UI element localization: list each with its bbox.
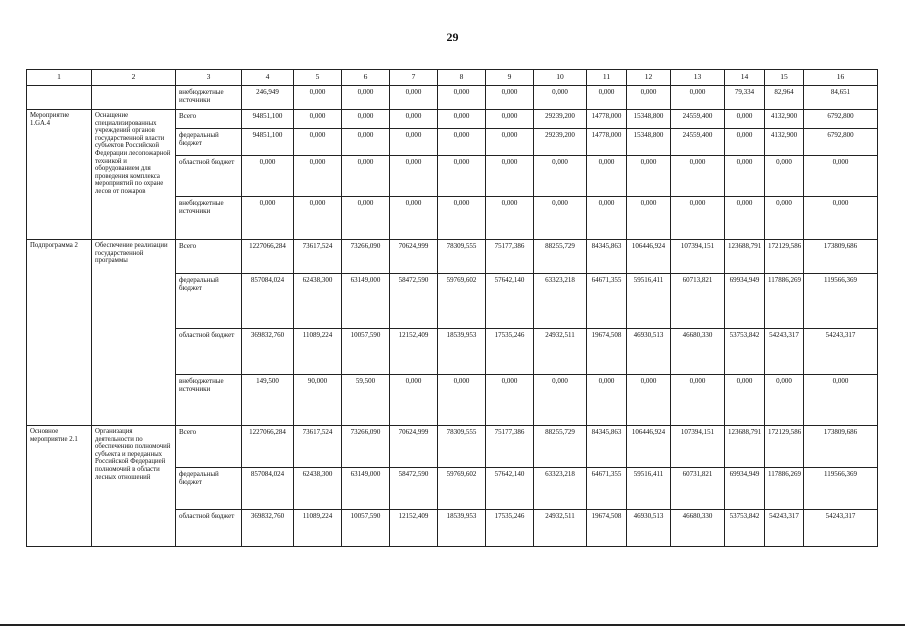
- value-cell: 94851,100: [242, 110, 294, 129]
- value-cell: 29239,200: [534, 129, 587, 156]
- value-cell: 106446,924: [627, 240, 671, 274]
- value-cell: 0,000: [534, 197, 587, 240]
- value-cell: 0,000: [587, 156, 627, 197]
- value-cell: 0,000: [804, 197, 878, 240]
- value-cell: 857084,024: [242, 274, 294, 329]
- value-cell: 0,000: [390, 375, 438, 426]
- value-cell: 10057,590: [342, 510, 390, 547]
- value-cell: 0,000: [294, 129, 342, 156]
- funding-source-cell: внебюджетные источники: [176, 86, 242, 110]
- value-cell: 0,000: [242, 197, 294, 240]
- table-row: [27, 86, 878, 110]
- value-cell: 4132,900: [765, 110, 804, 129]
- value-cell: 106446,924: [627, 426, 671, 468]
- value-cell: 73617,524: [294, 240, 342, 274]
- value-cell: 46680,330: [671, 510, 725, 547]
- value-cell: 0,000: [725, 197, 765, 240]
- value-cell: 0,000: [671, 197, 725, 240]
- value-cell: 18539,953: [438, 510, 486, 547]
- value-cell: 63149,000: [342, 468, 390, 510]
- value-cell: 73266,090: [342, 426, 390, 468]
- value-cell: 0,000: [534, 375, 587, 426]
- value-cell: 64671,355: [587, 274, 627, 329]
- column-header-cell: 10: [534, 70, 587, 86]
- funding-source-cell: областной бюджет: [176, 329, 242, 375]
- column-header-cell: 6: [342, 70, 390, 86]
- value-cell: 70624,999: [390, 240, 438, 274]
- value-cell: 857084,024: [242, 468, 294, 510]
- value-cell: 0,000: [627, 86, 671, 110]
- measure-description-cell: Обеспечение реализации государственной программы: [92, 240, 176, 426]
- value-cell: 53753,842: [725, 510, 765, 547]
- value-cell: 69934,949: [725, 274, 765, 329]
- value-cell: 0,000: [486, 375, 534, 426]
- value-cell: 19674,508: [587, 510, 627, 547]
- value-cell: 0,000: [342, 110, 390, 129]
- value-cell: 4132,900: [765, 129, 804, 156]
- value-cell: 78309,555: [438, 426, 486, 468]
- value-cell: 0,000: [294, 156, 342, 197]
- value-cell: 0,000: [486, 197, 534, 240]
- funding-source-cell: Всего: [176, 240, 242, 274]
- value-cell: 107394,151: [671, 240, 725, 274]
- funding-source-cell: областной бюджет: [176, 510, 242, 547]
- value-cell: 117886,269: [765, 468, 804, 510]
- value-cell: 58472,590: [390, 468, 438, 510]
- value-cell: 15348,800: [627, 110, 671, 129]
- value-cell: 84345,863: [587, 426, 627, 468]
- column-header-cell: 12: [627, 70, 671, 86]
- value-cell: 54243,317: [804, 510, 878, 547]
- value-cell: 6792,800: [804, 110, 878, 129]
- value-cell: 0,000: [438, 197, 486, 240]
- value-cell: 0,000: [342, 156, 390, 197]
- value-cell: 24932,511: [534, 329, 587, 375]
- value-cell: 57642,140: [486, 468, 534, 510]
- value-cell: 172129,586: [765, 240, 804, 274]
- measure-description-cell: Организация деятельности по обеспечению полномочий субъекта и переданных Российской Федерацией полномочий в области лесных отношений: [92, 426, 176, 547]
- funding-source-cell: федеральный бюджет: [176, 274, 242, 329]
- measure-code-cell: Подпрограмма 2: [27, 240, 92, 426]
- value-cell: 17535,246: [486, 329, 534, 375]
- value-cell: 60731,821: [671, 468, 725, 510]
- value-cell: 75177,386: [486, 426, 534, 468]
- value-cell: 0,000: [627, 375, 671, 426]
- value-cell: 0,000: [438, 156, 486, 197]
- value-cell: 0,000: [390, 86, 438, 110]
- column-header-cell: 3: [176, 70, 242, 86]
- funding-source-cell: федеральный бюджет: [176, 468, 242, 510]
- value-cell: 18539,953: [438, 329, 486, 375]
- value-cell: 173809,686: [804, 240, 878, 274]
- value-cell: 0,000: [804, 375, 878, 426]
- value-cell: 0,000: [438, 129, 486, 156]
- column-header-cell: 7: [390, 70, 438, 86]
- value-cell: 0,000: [725, 110, 765, 129]
- value-cell: 15348,800: [627, 129, 671, 156]
- value-cell: 172129,586: [765, 426, 804, 468]
- value-cell: 123688,791: [725, 426, 765, 468]
- value-cell: 75177,386: [486, 240, 534, 274]
- value-cell: 78309,555: [438, 240, 486, 274]
- value-cell: 0,000: [342, 86, 390, 110]
- value-cell: 0,000: [671, 156, 725, 197]
- value-cell: 11089,224: [294, 329, 342, 375]
- budget-table: [26, 69, 878, 547]
- value-cell: 82,964: [765, 86, 804, 110]
- value-cell: 0,000: [486, 129, 534, 156]
- value-cell: 0,000: [438, 375, 486, 426]
- column-header-cell: 11: [587, 70, 627, 86]
- value-cell: 0,000: [725, 129, 765, 156]
- value-cell: 88255,729: [534, 426, 587, 468]
- value-cell: 46930,513: [627, 329, 671, 375]
- measure-description-cell: [92, 86, 176, 110]
- value-cell: 54243,317: [765, 329, 804, 375]
- value-cell: 14778,000: [587, 129, 627, 156]
- value-cell: 1227066,284: [242, 240, 294, 274]
- value-cell: 94851,100: [242, 129, 294, 156]
- value-cell: 119566,369: [804, 468, 878, 510]
- value-cell: 0,000: [390, 110, 438, 129]
- page-bottom-border: [0, 624, 905, 642]
- value-cell: 0,000: [294, 110, 342, 129]
- value-cell: 0,000: [342, 197, 390, 240]
- value-cell: 0,000: [725, 156, 765, 197]
- column-header-cell: 2: [92, 70, 176, 86]
- value-cell: 0,000: [242, 156, 294, 197]
- value-cell: 46680,330: [671, 329, 725, 375]
- measure-description-cell: Оснащение специализированных учреждений органов государственной власти субъектов Российской Федерации лесопожарной техникой и оборудованием для проведения комплекса мероприятий по охране лесов от пожаров: [92, 110, 176, 240]
- value-cell: 0,000: [765, 375, 804, 426]
- value-cell: 19674,508: [587, 329, 627, 375]
- value-cell: 73617,524: [294, 426, 342, 468]
- value-cell: 62438,300: [294, 468, 342, 510]
- value-cell: 246,949: [242, 86, 294, 110]
- value-cell: 90,000: [294, 375, 342, 426]
- value-cell: 88255,729: [534, 240, 587, 274]
- value-cell: 12152,409: [390, 510, 438, 547]
- value-cell: 69934,949: [725, 468, 765, 510]
- value-cell: 173809,686: [804, 426, 878, 468]
- value-cell: 59516,411: [627, 468, 671, 510]
- column-header-cell: 1: [27, 70, 92, 86]
- value-cell: 0,000: [765, 197, 804, 240]
- column-header-cell: 9: [486, 70, 534, 86]
- value-cell: 53753,842: [725, 329, 765, 375]
- value-cell: 73266,090: [342, 240, 390, 274]
- table-row: [27, 110, 878, 129]
- column-header-cell: 4: [242, 70, 294, 86]
- value-cell: 58472,590: [390, 274, 438, 329]
- funding-source-cell: Всего: [176, 110, 242, 129]
- table-body: [27, 70, 878, 547]
- page-number: 29: [446, 30, 459, 44]
- value-cell: 0,000: [486, 110, 534, 129]
- value-cell: 0,000: [294, 86, 342, 110]
- value-cell: 0,000: [627, 197, 671, 240]
- value-cell: 79,334: [725, 86, 765, 110]
- value-cell: 63323,218: [534, 468, 587, 510]
- value-cell: 119566,369: [804, 274, 878, 329]
- value-cell: 59769,602: [438, 274, 486, 329]
- funding-source-cell: областной бюджет: [176, 156, 242, 197]
- value-cell: 59516,411: [627, 274, 671, 329]
- value-cell: 70624,999: [390, 426, 438, 468]
- value-cell: 84,651: [804, 86, 878, 110]
- column-header-cell: 15: [765, 70, 804, 86]
- value-cell: 54243,317: [804, 329, 878, 375]
- value-cell: 0,000: [534, 86, 587, 110]
- value-cell: 84345,863: [587, 240, 627, 274]
- table-row: [27, 240, 878, 274]
- value-cell: 0,000: [486, 86, 534, 110]
- value-cell: 0,000: [534, 156, 587, 197]
- value-cell: 0,000: [725, 375, 765, 426]
- value-cell: 63323,218: [534, 274, 587, 329]
- value-cell: 0,000: [765, 156, 804, 197]
- value-cell: 59,500: [342, 375, 390, 426]
- value-cell: 0,000: [587, 86, 627, 110]
- value-cell: 57642,140: [486, 274, 534, 329]
- value-cell: 369832,760: [242, 329, 294, 375]
- value-cell: 14778,000: [587, 110, 627, 129]
- value-cell: 10057,590: [342, 329, 390, 375]
- funding-source-cell: внебюджетные источники: [176, 375, 242, 426]
- value-cell: 0,000: [438, 86, 486, 110]
- value-cell: 123688,791: [725, 240, 765, 274]
- value-cell: 0,000: [390, 156, 438, 197]
- value-cell: 59769,602: [438, 468, 486, 510]
- value-cell: 369832,760: [242, 510, 294, 547]
- value-cell: 46930,513: [627, 510, 671, 547]
- value-cell: 24559,400: [671, 110, 725, 129]
- column-header-cell: 13: [671, 70, 725, 86]
- value-cell: 0,000: [587, 375, 627, 426]
- column-header-cell: 8: [438, 70, 486, 86]
- value-cell: 24932,511: [534, 510, 587, 547]
- measure-code-cell: Основное мероприятие 2.1: [27, 426, 92, 547]
- funding-source-cell: Всего: [176, 426, 242, 468]
- measure-code-cell: [27, 86, 92, 110]
- value-cell: 6792,800: [804, 129, 878, 156]
- value-cell: 0,000: [804, 156, 878, 197]
- value-cell: 0,000: [486, 156, 534, 197]
- value-cell: 0,000: [438, 110, 486, 129]
- table-row: [27, 426, 878, 468]
- value-cell: 62438,300: [294, 274, 342, 329]
- value-cell: 117886,269: [765, 274, 804, 329]
- value-cell: 29239,200: [534, 110, 587, 129]
- value-cell: 0,000: [587, 197, 627, 240]
- value-cell: 0,000: [342, 129, 390, 156]
- measure-code-cell: Мероприятие 1.GA.4: [27, 110, 92, 240]
- column-header-cell: 16: [804, 70, 878, 86]
- value-cell: 11089,224: [294, 510, 342, 547]
- value-cell: 54243,317: [765, 510, 804, 547]
- value-cell: 63149,000: [342, 274, 390, 329]
- value-cell: 149,500: [242, 375, 294, 426]
- column-header-cell: 14: [725, 70, 765, 86]
- value-cell: 0,000: [294, 197, 342, 240]
- column-header-row: [27, 70, 878, 86]
- column-header-cell: 5: [294, 70, 342, 86]
- value-cell: 0,000: [390, 197, 438, 240]
- value-cell: 1227066,284: [242, 426, 294, 468]
- value-cell: 0,000: [671, 375, 725, 426]
- value-cell: 107394,151: [671, 426, 725, 468]
- value-cell: 64671,355: [587, 468, 627, 510]
- value-cell: 12152,409: [390, 329, 438, 375]
- funding-source-cell: внебюджетные источники: [176, 197, 242, 240]
- value-cell: 60713,821: [671, 274, 725, 329]
- funding-source-cell: федеральный бюджет: [176, 129, 242, 156]
- value-cell: 17535,246: [486, 510, 534, 547]
- value-cell: 0,000: [671, 86, 725, 110]
- value-cell: 24559,400: [671, 129, 725, 156]
- value-cell: 0,000: [627, 156, 671, 197]
- value-cell: 0,000: [390, 129, 438, 156]
